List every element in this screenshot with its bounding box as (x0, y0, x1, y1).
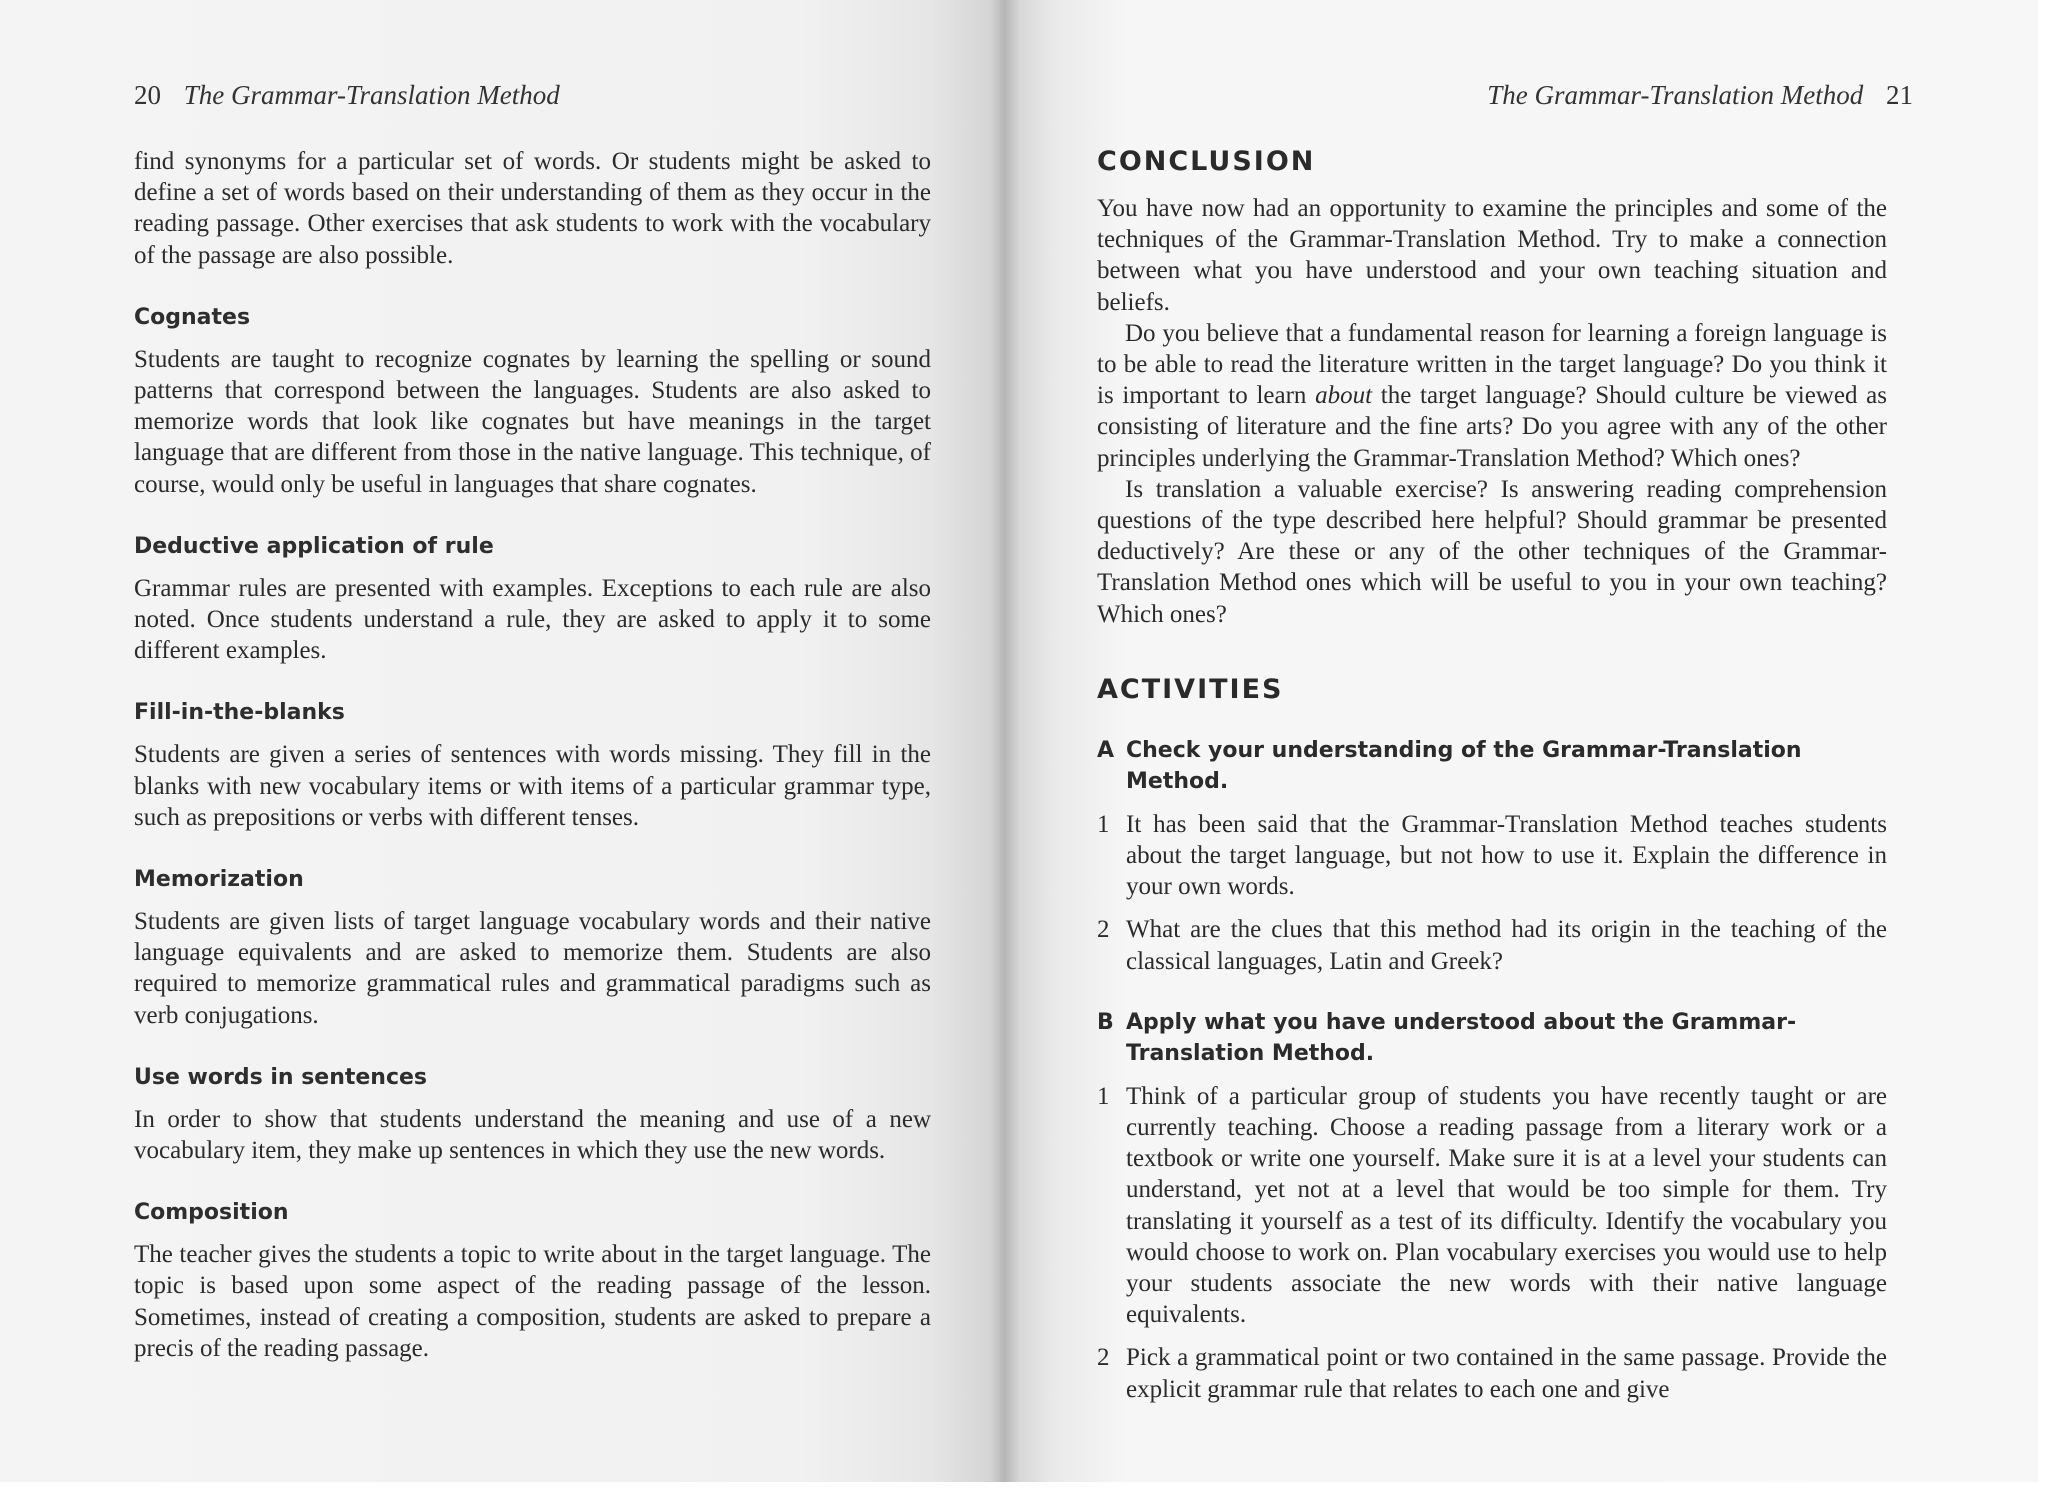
conclusion-paragraph: You have now had an opportunity to examine the principles and some of the techniques of the Grammar-Translation Method. Try to make a connection between what you have understood and your own teaching situation and beliefs. (1097, 195, 1887, 316)
running-title: The Grammar-Translation Method (183, 80, 560, 110)
conclusion-paragraph: Do you believe that a fundamental reason for learning a foreign language is to be able to read the literature written in the target language? Do you think it is important to learn about the target language? Should culture be viewed as consisting of literature and the fine arts? Do you agree with any of the other principles underlying the Grammar-Translation Method? Which ones? (1097, 319, 1887, 472)
activity-item (1097, 809, 1887, 903)
left-running-head (134, 80, 560, 111)
section-heading: Composition (134, 1200, 289, 1226)
left-page (0, 0, 1000, 1489)
right-running-head (1487, 80, 1913, 111)
item-number: 1 (1097, 1082, 1110, 1110)
running-title: The Grammar-Translation Method (1487, 80, 1864, 110)
section-heading: Fill-in-the-blanks (134, 700, 345, 726)
item-text: What are the clues that this method had its origin in the teaching of the classical languages, Latin and Greek? (1126, 916, 1887, 975)
item-text: Pick a grammatical point or two contained in the same passage. Provide the explicit grammar rule that relates to each one and give (1126, 1344, 1887, 1403)
book-gutter-shadow (990, 0, 1020, 1489)
section-paragraph: Students are taught to recognize cognates by learning the spelling or sound patterns that correspond between the languages. Students are also asked to memorize words that look like cognates but have meanings in the target language that are different from those in the native language. This technique, of course, would only be useful in languages that share cognates. (134, 345, 931, 498)
left-page-body (134, 146, 931, 1364)
section-paragraph: In order to show that students understand the meaning and use of a new vocabulary item, they make up sentences in which they use the new words. (134, 1105, 931, 1165)
right-page (1000, 0, 2048, 1489)
section-paragraph: Grammar rules are presented with examples. Exceptions to each rule are also noted. Once students understand a rule, they are asked to apply it to some different examples. (134, 574, 931, 665)
item-number: 1 (1097, 810, 1110, 838)
page-number: 20 (134, 80, 161, 110)
section-heading: Memorization (134, 867, 304, 893)
conclusion-paragraph: Is translation a valuable exercise? Is answering reading comprehension questions of the type described here helpful? Should grammar be presented deductively? Are these or any of the other techniques of the Grammar-Translation Method ones which will be useful to you in your own teaching? Which ones? (1097, 475, 1887, 628)
section-heading: Cognates (134, 304, 251, 330)
activities-heading: ACTIVITIES (1097, 673, 1284, 705)
activity-item (1097, 914, 1887, 976)
section-paragraph: The teacher gives the students a topic to write about in the target language. The topic is based upon some aspect of the reading passage of the lesson. Sometimes, instead of creating a composition, students are asked to prepare a precis of the reading passage. (134, 1241, 931, 1362)
activity-letter: A (1097, 737, 1115, 763)
section-paragraph: Students are given a series of sentences with words missing. They fill in the blanks with new vocabulary items or with items of a particular grammar type, such as prepositions or verbs with different tenses. (134, 741, 931, 831)
right-page-body (1097, 146, 1887, 1417)
item-text: It has been said that the Grammar-Translation Method teaches students about the target language, but not how to use it. Explain the difference in your own words. (1126, 810, 1887, 901)
section-paragraph: Students are given lists of target language vocabulary words and their native language equivalents and are asked to memorize them. Students are also required to memorize grammatical rules and grammatical paradigms such as verb conjugations. (134, 908, 931, 1029)
activity-item (1097, 1081, 1887, 1331)
activity-item (1097, 1342, 1887, 1404)
item-number: 2 (1097, 916, 1110, 944)
activity-group-heading (1097, 735, 1887, 797)
item-number: 2 (1097, 1344, 1110, 1372)
section-heading: Use words in sentences (134, 1064, 428, 1090)
section-heading: Deductive application of rule (134, 533, 494, 559)
page-number: 21 (1886, 80, 1913, 110)
scan-edge (2038, 0, 2048, 1489)
activity-title: Check your understanding of the Grammar-Translation Method. (1126, 737, 1802, 794)
activity-group-heading (1097, 1007, 1887, 1069)
activity-title: Apply what you have understood about the Grammar-Translation Method. (1126, 1009, 1797, 1066)
scan-edge (0, 1482, 2048, 1489)
conclusion-heading: CONCLUSION (1097, 146, 1316, 177)
activity-letter: B (1097, 1009, 1114, 1035)
item-text: Think of a particular group of students you have recently taught or are currently teaching. Choose a reading passage from a literary work or a textbook or write one yourself. Make sure it is at a level your students can understand, yet not at a level that would be too simple for them. Try translating it yourself as a test of its difficulty. Identify the vocabulary you would choose to work on. Plan vocabulary exercises you would use to help your students associate the new words with their native language equivalents. (1126, 1082, 1887, 1329)
intro-paragraph: find synonyms for a particular set of words. Or students might be asked to define a set of words based on their understanding of them as they occur in the reading passage. Other exercises that ask students to work with the vocabulary of the passage are also possible. (134, 148, 931, 269)
emphasis-about: about (1315, 382, 1373, 410)
